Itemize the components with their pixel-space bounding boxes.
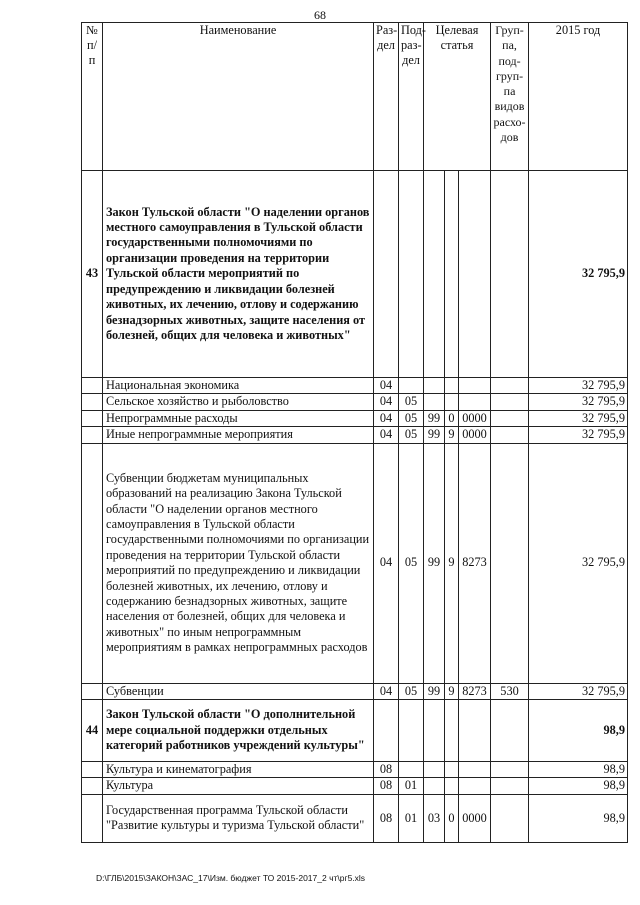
row-target-code [459, 394, 491, 410]
row-num: 43 [82, 171, 103, 378]
row-razdel: 04 [374, 683, 399, 699]
row-target-sub [445, 394, 459, 410]
row-podrazdel [399, 762, 424, 778]
row-num [82, 778, 103, 794]
row-target-sub [445, 378, 459, 394]
row-target-program: 99 [424, 427, 445, 443]
row-target-program [424, 700, 445, 762]
row-target-code: 0000 [459, 427, 491, 443]
row-target-sub: 9 [445, 683, 459, 699]
row-name: Государственная программа Тульской области "Развитие культуры и туризма Тульской области" [103, 794, 374, 842]
row-amount: 32 795,9 [529, 427, 628, 443]
row-target-sub [445, 778, 459, 794]
row-amount: 98,9 [529, 762, 628, 778]
row-target-program [424, 171, 445, 378]
row-podrazdel: 05 [399, 443, 424, 683]
row-podrazdel: 05 [399, 427, 424, 443]
row-group [491, 762, 529, 778]
row-num [82, 443, 103, 683]
row-razdel: 04 [374, 427, 399, 443]
row-razdel: 08 [374, 778, 399, 794]
table-row [82, 700, 628, 762]
row-podrazdel: 05 [399, 683, 424, 699]
row-target-program: 99 [424, 410, 445, 426]
row-razdel: 08 [374, 794, 399, 842]
row-podrazdel [399, 171, 424, 378]
row-name: Сельское хозяйство и рыболовство [103, 394, 374, 410]
row-amount: 32 795,9 [529, 410, 628, 426]
row-razdel [374, 171, 399, 378]
row-target-code: 0000 [459, 794, 491, 842]
row-amount: 32 795,9 [529, 394, 628, 410]
file-path-footer: D:\ГЛБ\2015\ЗАКОН\ЗАС_17\Изм. бюджет ТО 2015-2017_2 чт\рг5.xls [96, 873, 366, 883]
header-num: № п/п [82, 23, 103, 171]
row-group [491, 410, 529, 426]
table-row [82, 410, 628, 426]
header-target: Целевая статья [424, 23, 491, 171]
row-group [491, 443, 529, 683]
row-group [491, 794, 529, 842]
row-target-program: 99 [424, 443, 445, 683]
row-group [491, 778, 529, 794]
row-razdel: 04 [374, 378, 399, 394]
table-row [82, 778, 628, 794]
row-target-sub [445, 171, 459, 378]
row-group [491, 378, 529, 394]
row-target-program [424, 394, 445, 410]
row-amount: 98,9 [529, 778, 628, 794]
row-amount: 32 795,9 [529, 683, 628, 699]
row-target-code [459, 762, 491, 778]
row-name: Непрограммные расходы [103, 410, 374, 426]
table-row [82, 443, 628, 683]
row-podrazdel: 01 [399, 778, 424, 794]
row-name: Культура [103, 778, 374, 794]
row-name: Закон Тульской области "О наделении органов местного самоуправления в Тульской области государственными полномочиями по организации проведения на территории Тульской области мероприятий по предупреждению и ликвидации болезней животных, их лечению, отлову и содержанию безнадзорных животных, защите населения от болезней, общих для человека и животных" [103, 171, 374, 378]
row-target-sub: 0 [445, 794, 459, 842]
row-amount: 32 795,9 [529, 378, 628, 394]
row-podrazdel [399, 378, 424, 394]
table-row [82, 762, 628, 778]
row-razdel [374, 700, 399, 762]
row-razdel: 04 [374, 443, 399, 683]
row-name: Субвенции бюджетам муниципальных образований на реализацию Закона Тульской области "О наделении органов местного самоуправления в Тульской области государственными полномочиями по организации проведения на территории Тульской области мероприятий по предупреждению и ликвидации болезней животных, их лечению, отлову и содержанию безнадзорных животных, защите населения от болезней, общих для человека и животных" по иным непрограммным мероприятиям в рамках непрограммных расходов [103, 443, 374, 683]
row-target-code [459, 171, 491, 378]
header-year: 2015 год [529, 23, 628, 171]
row-group: 530 [491, 683, 529, 699]
row-podrazdel: 01 [399, 794, 424, 842]
row-amount: 98,9 [529, 700, 628, 762]
table-row [82, 794, 628, 842]
row-target-program: 03 [424, 794, 445, 842]
row-target-code [459, 700, 491, 762]
page-number: 68 [314, 8, 326, 22]
row-amount: 98,9 [529, 794, 628, 842]
row-target-sub: 9 [445, 443, 459, 683]
row-razdel: 04 [374, 410, 399, 426]
header-group: Груп- па, под- груп- па видов расхо- дов [491, 23, 529, 171]
row-num [82, 762, 103, 778]
row-target-program: 99 [424, 683, 445, 699]
row-name: Национальная экономика [103, 378, 374, 394]
row-target-code: 8273 [459, 683, 491, 699]
row-target-code [459, 778, 491, 794]
row-razdel: 04 [374, 394, 399, 410]
table-row [82, 427, 628, 443]
header-name: Наименование [103, 23, 374, 171]
table-row [82, 378, 628, 394]
row-group [491, 700, 529, 762]
table-row [82, 171, 628, 378]
row-target-program [424, 762, 445, 778]
row-target-sub: 9 [445, 427, 459, 443]
row-name: Субвенции [103, 683, 374, 699]
row-razdel: 08 [374, 762, 399, 778]
row-group [491, 394, 529, 410]
row-podrazdel: 05 [399, 394, 424, 410]
row-num [82, 794, 103, 842]
table-row [82, 683, 628, 699]
row-num: 44 [82, 700, 103, 762]
row-podrazdel: 05 [399, 410, 424, 426]
row-target-sub: 0 [445, 410, 459, 426]
row-group [491, 427, 529, 443]
row-target-sub [445, 700, 459, 762]
row-target-code: 0000 [459, 410, 491, 426]
row-target-program [424, 778, 445, 794]
row-target-program [424, 378, 445, 394]
row-target-sub [445, 762, 459, 778]
row-name: Иные непрограммные мероприятия [103, 427, 374, 443]
row-target-code: 8273 [459, 443, 491, 683]
row-amount: 32 795,9 [529, 171, 628, 378]
row-podrazdel [399, 700, 424, 762]
budget-table [81, 22, 628, 843]
row-name: Закон Тульской области "О дополнительной мере социальной поддержки отдельных категорий работников учреждений культуры" [103, 700, 374, 762]
row-num [82, 683, 103, 699]
row-amount: 32 795,9 [529, 443, 628, 683]
row-num [82, 410, 103, 426]
header-podrazdel: Под- раз- дел [399, 23, 424, 171]
row-name: Культура и кинематография [103, 762, 374, 778]
row-num [82, 378, 103, 394]
header-razdel: Раз- дел [374, 23, 399, 171]
row-group [491, 171, 529, 378]
row-target-code [459, 378, 491, 394]
row-num [82, 394, 103, 410]
table-row [82, 394, 628, 410]
row-num [82, 427, 103, 443]
